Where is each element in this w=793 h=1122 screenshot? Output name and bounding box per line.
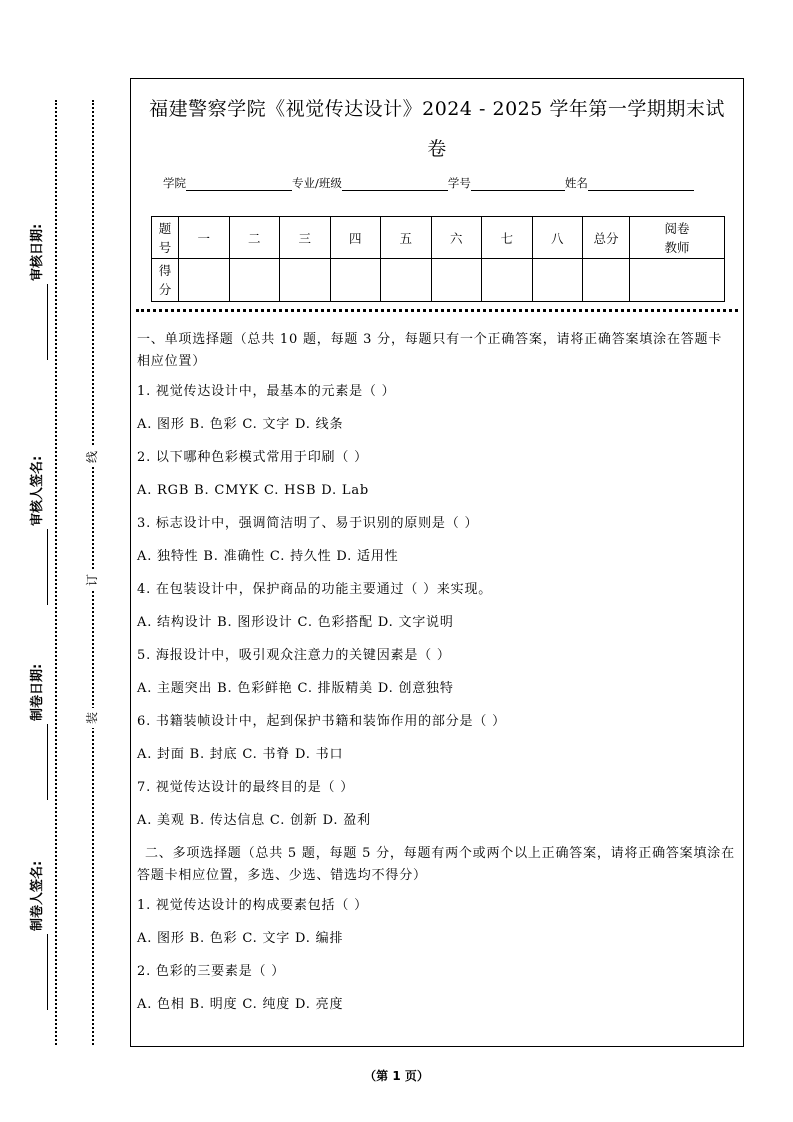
reviewer-signature-blank[interactable] <box>34 529 48 605</box>
college-blank[interactable] <box>186 178 292 191</box>
s2-q2-options: A. 色相 B. 明度 C. 纯度 D. 亮度 <box>137 997 344 1012</box>
s1-q7-options: A. 美观 B. 传达信息 C. 创新 D. 盈利 <box>137 813 371 828</box>
s1-q1-options: A. 图形 B. 色彩 C. 文字 D. 线条 <box>137 417 344 432</box>
exam-title-line1: 福建警察学院《视觉传达设计》2024 - 2025 学年第一学期期末试 <box>149 98 725 120</box>
name-label: 姓名 <box>564 176 588 190</box>
score-cell[interactable] <box>280 259 331 302</box>
student-id-label: 学号 <box>447 176 471 190</box>
s1-q5-options: A. 主题突出 B. 色彩鲜艳 C. 排版精美 D. 创意独特 <box>137 681 454 696</box>
score-cell-total[interactable] <box>583 259 630 302</box>
s1-q7-text: 7. 视觉传达设计的最终目的是（ ） <box>137 780 355 795</box>
s1-q4-options: A. 结构设计 B. 图形设计 C. 色彩搭配 D. 文字说明 <box>137 615 454 630</box>
score-table <box>151 216 725 302</box>
score-cell[interactable] <box>381 259 432 302</box>
exam-title-line2: 卷 <box>427 138 447 160</box>
reviewer-signature-label: 审核人签名: <box>28 405 48 605</box>
score-cell[interactable] <box>179 259 230 302</box>
college-label: 学院 <box>163 176 186 190</box>
s2-q2-text: 2. 色彩的三要素是（ ） <box>137 964 286 979</box>
score-col-1: 一 <box>179 217 230 259</box>
review-date-label: 审核日期: <box>28 160 48 360</box>
s1-q6-options: A. 封面 B. 封底 C. 书脊 D. 书口 <box>137 747 344 762</box>
score-col-total: 总分 <box>583 217 630 259</box>
exam-frame <box>130 78 744 1047</box>
separator-dotted-line <box>136 309 738 312</box>
s1-q3-text: 3. 标志设计中，强调简洁明了、易于识别的原则是（ ） <box>137 516 479 531</box>
score-cell[interactable] <box>532 259 583 302</box>
exam-title <box>137 89 737 169</box>
score-col-7: 七 <box>482 217 533 259</box>
s1-q4-text: 4. 在包装设计中，保护商品的功能主要通过（ ）来实现。 <box>137 582 493 597</box>
grader-header: 阅卷 教师 <box>630 217 725 259</box>
major-blank[interactable] <box>342 178 448 191</box>
major-label: 专业/班级 <box>292 176 342 190</box>
question-number-header: 题 号 <box>152 217 179 259</box>
binding-word-ding: 订 <box>82 570 102 590</box>
s1-q5-text: 5. 海报设计中，吸引观众注意力的关键因素是（ ） <box>137 648 451 663</box>
s2-q1-text: 1. 视觉传达设计的构成要素包括（ ） <box>137 898 368 913</box>
score-col-4: 四 <box>330 217 381 259</box>
s1-q3-options: A. 独特性 B. 准确性 C. 持久性 D. 适用性 <box>137 549 399 564</box>
score-col-5: 五 <box>381 217 432 259</box>
binding-dotted-line-outer <box>55 100 57 1045</box>
binding-word-xian: 线 <box>82 447 102 467</box>
score-cell[interactable] <box>431 259 482 302</box>
s2-q1-options: A. 图形 B. 色彩 C. 文字 D. 编排 <box>137 931 344 946</box>
s1-q1-text: 1. 视觉传达设计中，最基本的元素是（ ） <box>137 384 396 399</box>
paper-date-label: 制卷日期: <box>28 600 48 800</box>
score-cell[interactable] <box>330 259 381 302</box>
score-row-header: 得 分 <box>152 259 179 302</box>
binding-word-zhuang: 装 <box>82 708 102 728</box>
student-info-row <box>163 175 723 191</box>
s1-q2-text: 2. 以下哪种色彩模式常用于印刷（ ） <box>137 450 368 465</box>
score-col-8: 八 <box>532 217 583 259</box>
name-blank[interactable] <box>588 178 694 191</box>
s1-q6-text: 6. 书籍装帧设计中，起到保护书籍和装饰作用的部分是（ ） <box>137 714 506 729</box>
paper-date-blank[interactable] <box>34 724 48 800</box>
score-col-3: 三 <box>280 217 331 259</box>
score-cell[interactable] <box>229 259 280 302</box>
score-cell[interactable] <box>482 259 533 302</box>
score-col-2: 二 <box>229 217 280 259</box>
exam-body <box>137 329 735 1027</box>
page-number: （第 1 页） <box>364 1069 429 1083</box>
section1-heading: 一、单项选择题（总共 10 题，每题 3 分，每题只有一个正确答案，请将正确答案填涂在答题卡相应位置） <box>137 332 723 369</box>
preparer-signature-blank[interactable] <box>34 934 48 1010</box>
score-col-6: 六 <box>431 217 482 259</box>
preparer-signature-label: 制卷人签名: <box>28 810 48 1010</box>
section2-heading: 二、多项选择题（总共 5 题，每题 5 分，每题有两个或两个以上正确答案，请将正确答案填涂在答题卡相应位置，多选、少选、错选均不得分） <box>137 846 735 883</box>
grader-signature-cell[interactable] <box>630 259 725 302</box>
student-id-blank[interactable] <box>471 178 565 191</box>
s1-q2-options: A. RGB B. CMYK C. HSB D. Lab <box>137 483 370 498</box>
review-date-blank[interactable] <box>34 284 48 360</box>
